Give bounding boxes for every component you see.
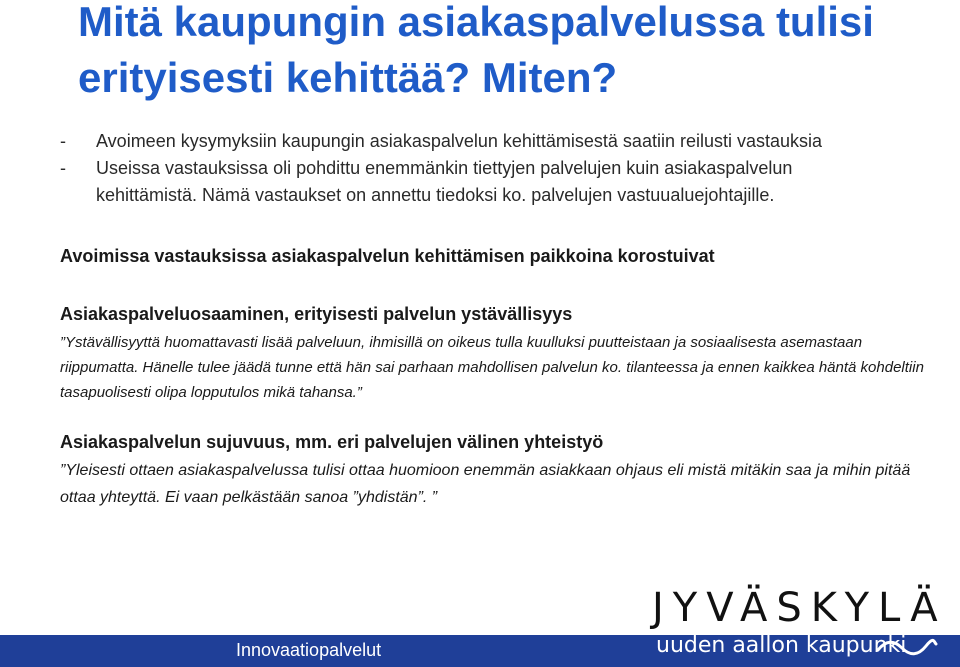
bullet-list bbox=[60, 128, 920, 209]
bullet-marker: - bbox=[60, 131, 66, 151]
summary-heading: Avoimissa vastauksissa asiakaspalvelun kehittämisen paikkoina korostuivat bbox=[60, 246, 715, 266]
bullet-text: Avoimeen kysymyksiin kaupungin asiakaspalvelun kehittämisestä saatiin reilusti vastauksia bbox=[96, 131, 823, 151]
footer-label: Innovaatiopalvelut bbox=[236, 640, 382, 660]
bullet-text-line: kehittämistä. Nämä vastaukset on annettu tiedoksi ko. palvelujen vastuualuejohtajille. bbox=[96, 185, 775, 205]
bullet-text-line: Useissa vastauksissa oli pohdittu enemmänkin tiettyjen palvelujen kuin asiakaspalvelun bbox=[96, 158, 793, 178]
section-heading: Asiakaspalvelun sujuvuus, mm. eri palvelujen välinen yhteistyö bbox=[60, 432, 604, 452]
bullet-marker: - bbox=[60, 158, 66, 178]
section-heading: Asiakaspalveluosaaminen, erityisesti palvelun ystävällisyys bbox=[60, 304, 573, 324]
quote-text: ”Ystävällisyyttä huomattavasti lisää palveluun, ihmisillä on oikeus tulla kuulluksi puutteistaan ja sosiaalisesta asemastaan riippumatta. Hänelle tulee jäädä tunne että hän sai parhaan mahdollisen palvelun ko. tilanteessa ja ennen kaikkea häntä kohdeltiin tasapuolisesti olipa lopputulos mikä tahansa.” bbox=[60, 334, 924, 401]
wave-icon bbox=[876, 636, 938, 658]
quote-text: ”Yleisesti ottaen asiakaspalvelussa tulisi ottaa huomioon enemmän asiakkaan ohjaus eli mistä mitäkin saa ja mihin pitää ottaa yhteyttä. Ei vaan pelkästään sanoa ”yhdistän”. ” bbox=[60, 462, 911, 506]
bullet-item bbox=[60, 155, 920, 209]
slide-title: Mitä kaupungin asiakaspalvelussa tulisi erityisesti kehittää? Miten? bbox=[78, 0, 874, 101]
bullet-text bbox=[96, 155, 920, 209]
city-logo-wordmark: JYVÄSKYLÄ bbox=[652, 585, 947, 631]
city-logo-slogan: uuden aallon kaupunki bbox=[656, 633, 907, 658]
bullet-item bbox=[60, 128, 920, 155]
